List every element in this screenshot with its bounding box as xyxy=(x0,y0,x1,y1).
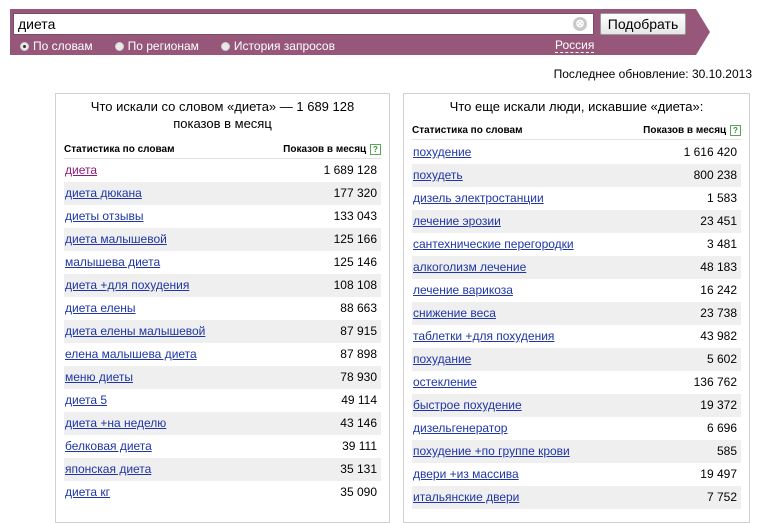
radio-selected-icon[interactable] xyxy=(20,42,29,51)
keyword-link[interactable]: лечение эрозии xyxy=(413,214,501,228)
keyword-link[interactable]: диета кг xyxy=(65,485,110,499)
search-input[interactable] xyxy=(18,15,558,33)
col-count-header xyxy=(283,144,381,155)
keyword-link[interactable]: диеты отзывы xyxy=(65,209,144,223)
table-row xyxy=(64,205,381,228)
table-row xyxy=(412,417,741,440)
help-icon[interactable]: ? xyxy=(370,144,381,155)
table-row xyxy=(412,440,741,463)
table-row xyxy=(64,182,381,205)
table-row xyxy=(64,274,381,297)
mode-by-regions-label: По регионам xyxy=(127,39,199,53)
impressions-count: 5 602 xyxy=(706,352,737,366)
mode-history-label: История запросов xyxy=(233,39,335,53)
impressions-count: 49 114 xyxy=(341,393,377,407)
keyword-table xyxy=(64,159,381,504)
impressions-count: 35 090 xyxy=(340,485,377,499)
table-row xyxy=(412,371,741,394)
keyword-link[interactable]: диета елены малышевой xyxy=(65,324,206,338)
impressions-count: 78 930 xyxy=(340,370,377,384)
keyword-link[interactable]: японская диета xyxy=(65,462,152,476)
mode-by-words[interactable] xyxy=(20,39,93,53)
impressions-count: 39 111 xyxy=(342,439,377,453)
keyword-link[interactable]: диета малышевой xyxy=(65,232,167,246)
keyword-link[interactable]: сантехнические перегородки xyxy=(413,237,574,251)
impressions-count: 19 372 xyxy=(700,398,737,412)
impressions-count: 23 451 xyxy=(700,214,737,228)
keyword-link[interactable]: диета +для похудения xyxy=(65,278,190,292)
keyword-link[interactable]: снижение веса xyxy=(413,306,496,320)
impressions-count: 177 320 xyxy=(333,186,377,200)
table-header xyxy=(64,144,381,159)
keyword-link[interactable]: диета дюкана xyxy=(65,186,142,200)
last-updated: Последнее обновление: 30.10.2013 xyxy=(553,67,752,81)
radio-icon[interactable] xyxy=(115,42,124,51)
table-row xyxy=(412,302,741,325)
table-row xyxy=(412,325,741,348)
keyword-link[interactable]: похудение +по группе крови xyxy=(413,444,570,458)
keyword-link[interactable]: остекление xyxy=(413,375,477,389)
help-icon[interactable]: ? xyxy=(730,125,741,136)
clear-icon[interactable]: ⊗ xyxy=(573,17,587,31)
table-row xyxy=(64,366,381,389)
impressions-count: 125 166 xyxy=(333,232,377,246)
region-link[interactable]: Россия xyxy=(555,38,595,52)
impressions-count: 1 616 420 xyxy=(683,145,737,159)
mode-by-words-label: По словам xyxy=(33,39,93,53)
keyword-link[interactable]: белковая диета xyxy=(65,439,152,453)
keyword-link[interactable]: итальянские двери xyxy=(413,490,520,504)
keyword-link[interactable]: меню диеты xyxy=(65,370,133,384)
table-row xyxy=(412,210,741,233)
table-row xyxy=(412,394,741,417)
table-row xyxy=(64,297,381,320)
keyword-link[interactable]: похудение xyxy=(413,145,472,159)
impressions-count: 48 183 xyxy=(700,260,737,274)
impressions-count: 19 497 xyxy=(700,467,737,481)
impressions-count: 87 898 xyxy=(340,347,377,361)
table-row xyxy=(64,481,381,504)
impressions-count: 88 663 xyxy=(340,301,377,315)
keyword-link[interactable]: диета xyxy=(65,163,98,177)
impressions-count: 1 583 xyxy=(706,191,737,205)
mode-by-regions[interactable] xyxy=(115,39,199,53)
impressions-count: 108 108 xyxy=(333,278,377,292)
impressions-count: 136 762 xyxy=(693,375,737,389)
impressions-count: 1 689 128 xyxy=(323,163,377,177)
table-row xyxy=(64,320,381,343)
table-row xyxy=(412,233,741,256)
table-row xyxy=(412,187,741,210)
table-row xyxy=(64,343,381,366)
keyword-link[interactable]: лечение варикоза xyxy=(413,283,513,297)
keyword-link[interactable]: дизельгенератор xyxy=(413,421,508,435)
radio-icon[interactable] xyxy=(221,42,230,51)
keyword-link[interactable]: похудеть xyxy=(413,168,463,182)
col-keyword-header: Статистика по словам xyxy=(412,125,523,136)
table-row xyxy=(64,389,381,412)
table-row xyxy=(412,348,741,371)
search-box[interactable] xyxy=(13,13,594,35)
impressions-count: 35 131 xyxy=(340,462,377,476)
col-count-header xyxy=(643,125,741,136)
table-header xyxy=(412,125,741,140)
panel-title xyxy=(56,98,389,132)
col-count-label: Показов в месяц xyxy=(283,144,367,156)
impressions-count: 7 752 xyxy=(706,490,737,504)
keyword-link[interactable]: двери +из массива xyxy=(413,467,519,481)
keyword-stats-panel xyxy=(55,93,390,523)
table-row xyxy=(412,486,741,509)
table-row xyxy=(412,141,741,164)
related-queries-panel xyxy=(403,93,750,523)
keyword-link[interactable]: диета +на неделю xyxy=(65,416,167,430)
table-row xyxy=(64,251,381,274)
keyword-link[interactable]: быстрое похудение xyxy=(413,398,522,412)
related-table xyxy=(412,141,741,509)
keyword-link[interactable]: дизель электростанции xyxy=(413,191,544,205)
panel-title-line1: Что искали со словом «диета» — 1 689 128 xyxy=(90,99,355,114)
table-row xyxy=(412,164,741,187)
impressions-count: 585 xyxy=(716,444,737,458)
table-row xyxy=(412,256,741,279)
keyword-link[interactable]: малышева диета xyxy=(65,255,161,269)
table-row xyxy=(64,228,381,251)
impressions-count: 133 043 xyxy=(333,209,377,223)
table-row xyxy=(412,279,741,302)
impressions-count: 125 146 xyxy=(333,255,377,269)
table-row xyxy=(64,458,381,481)
impressions-count: 16 242 xyxy=(700,283,737,297)
keyword-link[interactable]: таблетки +для похудения xyxy=(413,329,555,343)
keyword-link[interactable]: похудание xyxy=(413,352,472,366)
impressions-count: 43 146 xyxy=(340,416,377,430)
col-count-label: Показов в месяц xyxy=(643,125,727,137)
panel-title-line2: показов в месяц xyxy=(173,116,272,131)
panel-title-text: Что еще искали люди, искавшие «диета»: xyxy=(449,99,704,114)
keyword-link[interactable]: диета 5 xyxy=(65,393,108,407)
impressions-count: 800 238 xyxy=(693,168,737,182)
search-mode-group xyxy=(20,39,335,53)
impressions-count: 87 915 xyxy=(340,324,377,338)
impressions-count: 43 982 xyxy=(700,329,737,343)
submit-button[interactable]: Подобрать xyxy=(600,13,686,35)
impressions-count: 6 696 xyxy=(706,421,737,435)
impressions-count: 23 738 xyxy=(700,306,737,320)
keyword-link[interactable]: диета елены xyxy=(65,301,136,315)
col-keyword-header: Статистика по словам xyxy=(64,144,175,155)
table-row xyxy=(64,435,381,458)
impressions-count: 3 481 xyxy=(706,237,737,251)
table-row xyxy=(64,412,381,435)
keyword-link[interactable]: елена малышева диета xyxy=(65,347,197,361)
panel-title xyxy=(404,98,749,115)
table-row xyxy=(64,159,381,182)
search-bar-arrow xyxy=(696,9,710,55)
keyword-link[interactable]: алкоголизм лечение xyxy=(413,260,527,274)
table-row xyxy=(412,463,741,486)
mode-history[interactable] xyxy=(221,39,335,53)
